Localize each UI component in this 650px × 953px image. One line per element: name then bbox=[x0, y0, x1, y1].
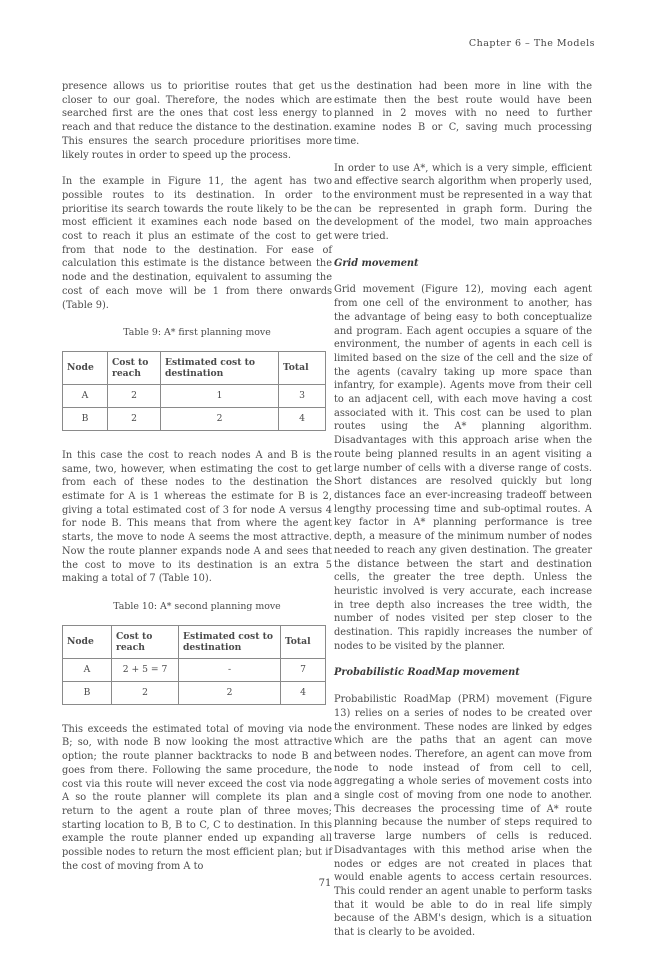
table-caption: Table 10: A* second planning move bbox=[113, 600, 281, 612]
running-header: Chapter 6 – The Models bbox=[468, 38, 595, 49]
table-header-cell: Node bbox=[63, 351, 108, 384]
table-row bbox=[63, 681, 326, 704]
table-header-row bbox=[63, 351, 326, 384]
table-cell: 7 bbox=[281, 658, 326, 681]
paragraph: In order to use A*, which is a very simple, efficient and effective search algorithm when properly used, the environment must be represented in a way that can be represented in graph form. During the development of the model, two main approaches were tried. bbox=[334, 162, 592, 243]
table-header-row bbox=[63, 625, 326, 658]
table-header-cell: Total bbox=[281, 625, 326, 658]
left-column bbox=[62, 80, 332, 886]
paragraph: the destination had been more in line with the estimate then the best route would have been planned in 2 moves with no need to further examine nodes B or C, saving much processing time. bbox=[334, 81, 592, 147]
table-cell: 2 bbox=[161, 407, 279, 430]
table-10 bbox=[62, 625, 326, 705]
paragraph: In this case the cost to reach nodes A and B is the same, two, however, when estimating the cost to get from each of these nodes to the destination the estimate for A is 1 whereas the estimate for B is 2, giving a total estimated cost of 3 for node A versus 4 for node B. This means that from where the agent starts, the move to node A seems the most attractive. Now the route planner expands node A and sees that the cost to move to its destination is an extra 5 making a total of 7 (Table 10). bbox=[62, 449, 332, 585]
section-heading: Probabilistic RoadMap movement bbox=[334, 667, 520, 679]
page-number: 71 bbox=[318, 878, 332, 889]
table-header-cell: Cost to reach bbox=[112, 625, 179, 658]
table-cell: 4 bbox=[281, 681, 326, 704]
table-cell: 4 bbox=[279, 407, 326, 430]
paragraph: In the example in Figure 11, the agent has two possible routes to its destination. In order to prioritise its search towards the route likely to be the most efficient it examines each node based on the cost to reach it plus an estimate of the cost to get from that node to the destination. For ease of calculation this estimate is the distance between the node and the destination, equivalent to assuming the cost of each move will be 1 from there onwards (Table 9). bbox=[62, 176, 332, 311]
table-header-cell: Estimated cost to destination bbox=[161, 351, 279, 384]
table-header-cell: Estimated cost to destination bbox=[179, 625, 281, 658]
table-cell: 3 bbox=[279, 384, 326, 407]
table-header-cell: Total bbox=[279, 351, 326, 384]
table-cell: 2 bbox=[108, 384, 161, 407]
table-caption: Table 9: A* first planning move bbox=[123, 327, 271, 339]
table-row bbox=[63, 658, 326, 681]
table-cell: - bbox=[179, 658, 281, 681]
paragraph: Probabilistic RoadMap (PRM) movement (Figure 13) relies on a series of nodes to be created over the environment. These nodes are linked by edges which are the paths that an agent can move between nodes. Therefore, an agent can move from node to node instead of from cell to cell, aggregating a whole series of movement costs into a single cost of moving from one node to another. This decreases the processing time of A* route planning because the number of steps required to traverse large numbers of cells is reduced. Disadvantages with this method arise when the nodes or edges are not created in places that would enable agents to access certain resources. This could render an agent unable to perform tasks that it would be able to do in real life simply because of the ABM's design, which is a situation that is clearly to be avoided. bbox=[334, 694, 592, 939]
table-cell: B bbox=[63, 407, 108, 430]
table-header-cell: Cost to reach bbox=[108, 351, 161, 384]
section-heading: Grid movement bbox=[334, 257, 419, 269]
table-cell: 2 + 5 = 7 bbox=[112, 658, 179, 681]
table-cell: 1 bbox=[161, 384, 279, 407]
table-cell: A bbox=[63, 384, 108, 407]
table-header-cell: Node bbox=[63, 625, 112, 658]
paragraph: Grid movement (Figure 12), moving each agent from one cell of the environment to another, has the advantage of being easy to both conceptualize and program. Each agent occupies a square of the environment, the number of agents in each cell is limited based on the size of the cell and the size of the agents (cavalry taking up more space than infantry, for example). Agents move from their cell to an adjacent cell, with each move having a cost associated with it. This cost can be used to plan routes using the A* planning algorithm. Disadvantages with this approach arise when the route being planned results in an agent visiting a large number of cells with a diverse range of costs. Short distances are resolved quickly but long distances face an ever-increasing tradeoff between lengthy processing time and sub-optimal routes. A key factor in A* planning performance is tree depth, a measure of the minimum number of nodes needed to reach any given destination. The greater the distance between the start and destination cells, the greater the tree depth. Unless the heuristic involved is very accurate, each increase in tree depth also increases the tree width, the number of nodes visited per step closer to the destination. This rapidly increases the number of nodes to be visited by the planner. bbox=[334, 284, 592, 652]
table-cell: 2 bbox=[108, 407, 161, 430]
table-row bbox=[63, 407, 326, 430]
table-cell: A bbox=[63, 658, 112, 681]
paragraph: presence allows us to prioritise routes that get us closer to our goal. Therefore, the nodes which are searched first are the ones that cost less energy to reach and that reduce the distance to the destination. This ensures the search procedure prioritises more likely routes in order to speed up the process. bbox=[62, 81, 332, 161]
paragraph: This exceeds the estimated total of moving via node B; so, with node B now looking the most attractive option; the route planner backtracks to node B and goes from there. Following the same procedure, the cost via this route will never exceed the cost via node A so the route planner will complete its plan and return to the agent a route plan of three moves; starting location to B, B to C, C to destination. In this example the route planner ended up expanding all possible nodes to return the most efficient plan; but if the cost of moving from A to bbox=[62, 723, 332, 872]
table-cell: B bbox=[63, 681, 112, 704]
table-cell: 2 bbox=[112, 681, 179, 704]
table-cell: 2 bbox=[179, 681, 281, 704]
table-row bbox=[63, 384, 326, 407]
right-column bbox=[334, 80, 592, 953]
table-9 bbox=[62, 351, 326, 431]
